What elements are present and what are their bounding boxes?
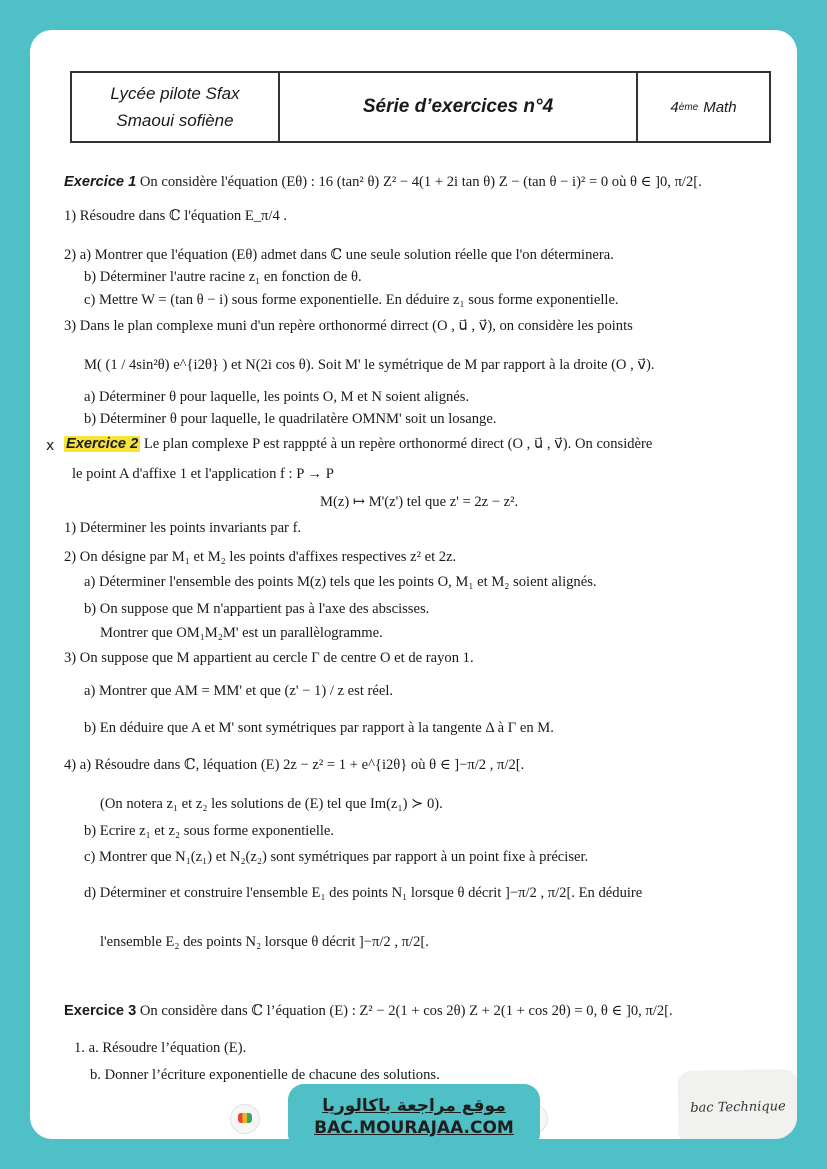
level-cell [638,73,769,141]
ex2-q4d: d) Déterminer et construire l'ensemble E₁ des points N₁ lorsque θ décrit ]−π/2 , π/2[. En déduire [84,885,643,901]
ex1-q2b: b) Déterminer l'autre racine z₁ en fonction de θ. [84,269,362,285]
header-table [70,71,771,143]
ex2-q3: 3) On suppose que M appartient au cercle Γ de centre O et de rayon 1. [64,650,474,666]
ex2-q4a-note: (On notera z₁ et z₂ les solutions de (E) tel que Im(z₁) ≻ 0). [100,796,443,812]
ex1-q3a: a) Déterminer θ pour laquelle, les points O, M et N soient alignés. [84,389,470,405]
level-sup: ème [678,101,699,113]
level-subject: Math [703,98,737,116]
series-title: Série d’exercices n°4 [280,73,638,141]
ex2-q4d-2: l'ensemble E₂ des points N₂ lorsque θ décrit ]−π/2 , π/2[. [100,934,429,950]
ex1-q3: 3) Dans le plan complexe muni d'un repère orthonormé dirrect (O , u⃗ , v⃗), on considère les points [64,318,633,334]
ex2-q1: 1) Déterminer les points invariants par f. [64,520,302,536]
site-url-link[interactable]: BAC.MOURAJAA.COM [314,1118,514,1138]
bac-technique-badge: bac Technique [677,1069,797,1139]
ex3-q1a: 1. a. Résoudre l’équation (E). [74,1040,247,1056]
ex1-q3b: b) Déterminer θ pour laquelle, le quadrilatère OMNM' soit un losange. [84,411,497,427]
ex2-q4c: c) Montrer que N₁(z₁) et N₂(z₂) sont symétriques par rapport à un point fixe à préciser. [84,849,589,865]
ex2-map-formula: M(z) ↦ M'(z') tel que z' = 2z − z². [320,494,519,510]
ex1-title: Exercice 1 [64,174,137,190]
ex2-map-def: le point A d'affixe 1 et l'application f : P → P [72,466,334,482]
ex3-title: Exercice 3 [64,1003,137,1019]
site-banner[interactable] [288,1084,540,1139]
ex1-q3-points: M( (1 / 4sin²θ) e^{i2θ} ) et N(2i cos θ). Soit M' le symétrique de M par rapport à la droite (O , v⃗). [84,357,655,373]
site-name-arabic[interactable]: موقع مراجعة باكالوريا [322,1096,506,1116]
ex2-q2b-2: Montrer que OM₁M₂M' est un parallèlogramme. [100,625,383,641]
ex2-q2b: b) On suppose que M n'appartient pas à l'axe des abscisses. [84,601,430,617]
teacher-name: Smaoui sofiène [116,111,234,130]
ex2-q3a: a) Montrer que AM = MM' et que (z' − 1) / z est réel. [84,683,394,699]
ex2-statement: Exercice 2 Le plan complexe P est rappрté à un repère orthonormé direct (O , u⃗ , v⃗). On considère [66,436,653,452]
ex2-q3b: b) En déduire que A et M' sont symétriques par rapport à la tangente Δ à Γ en M. [84,720,554,736]
ex2-q4a: 4) a) Résoudre dans ℂ, léquation (E) 2z − z² = 1 + e^{i2θ} où θ ∈ ]−π/2 , π/2[. [64,757,525,773]
ex1-q2c: c) Mettre W = (tan θ − i) sous forme exponentielle. En déduire z₁ sous forme exponentielle. [84,292,619,308]
ex1-statement: Exercice 1 On considère l'équation (Eθ) : 16 (tan² θ) Z² − 4(1 + 2i tan θ) Z − (tan θ − i)² = 0 où θ ∈ ]0, π/2[. [64,174,702,190]
ex1-q2a: 2) a) Montrer que l'équation (Eθ) admet dans ℂ une seule solution réelle que l'on déterminera. [64,247,614,263]
ex3-statement: Exercice 3 On considère dans ℂ l’équation (E) : Z² − 2(1 + cos 2θ) Z + 2(1 + cos 2θ) = 0, θ ∈ ]0, π/2[. [64,1003,673,1019]
footer-logo-left [230,1104,260,1134]
ex1-q1: 1) Résoudre dans ℂ l'équation E_π/4 . [64,208,288,224]
ex2-q2a: a) Déterminer l'ensemble des points M(z) tels que les points O, M₁ et M₂ soient alignés. [84,574,597,590]
ex2-q4b: b) Ecrire z₁ et z₂ sous forme exponentielle. [84,823,335,839]
ex2-title: Exercice 2 [66,436,139,452]
header-school-cell [72,73,280,141]
margin-cross-mark: x [46,438,55,454]
ex3-q1b: b. Donner l’écriture exponentielle de chacune des solutions. [90,1067,440,1083]
level-num: 4 [670,98,679,116]
school-name: Lycée pilote Sfax [110,84,240,103]
ex2-q2: 2) On désigne par M₁ et M₂ les points d'affixes respectives z² et 2z. [64,549,457,565]
document-page [30,30,797,1139]
